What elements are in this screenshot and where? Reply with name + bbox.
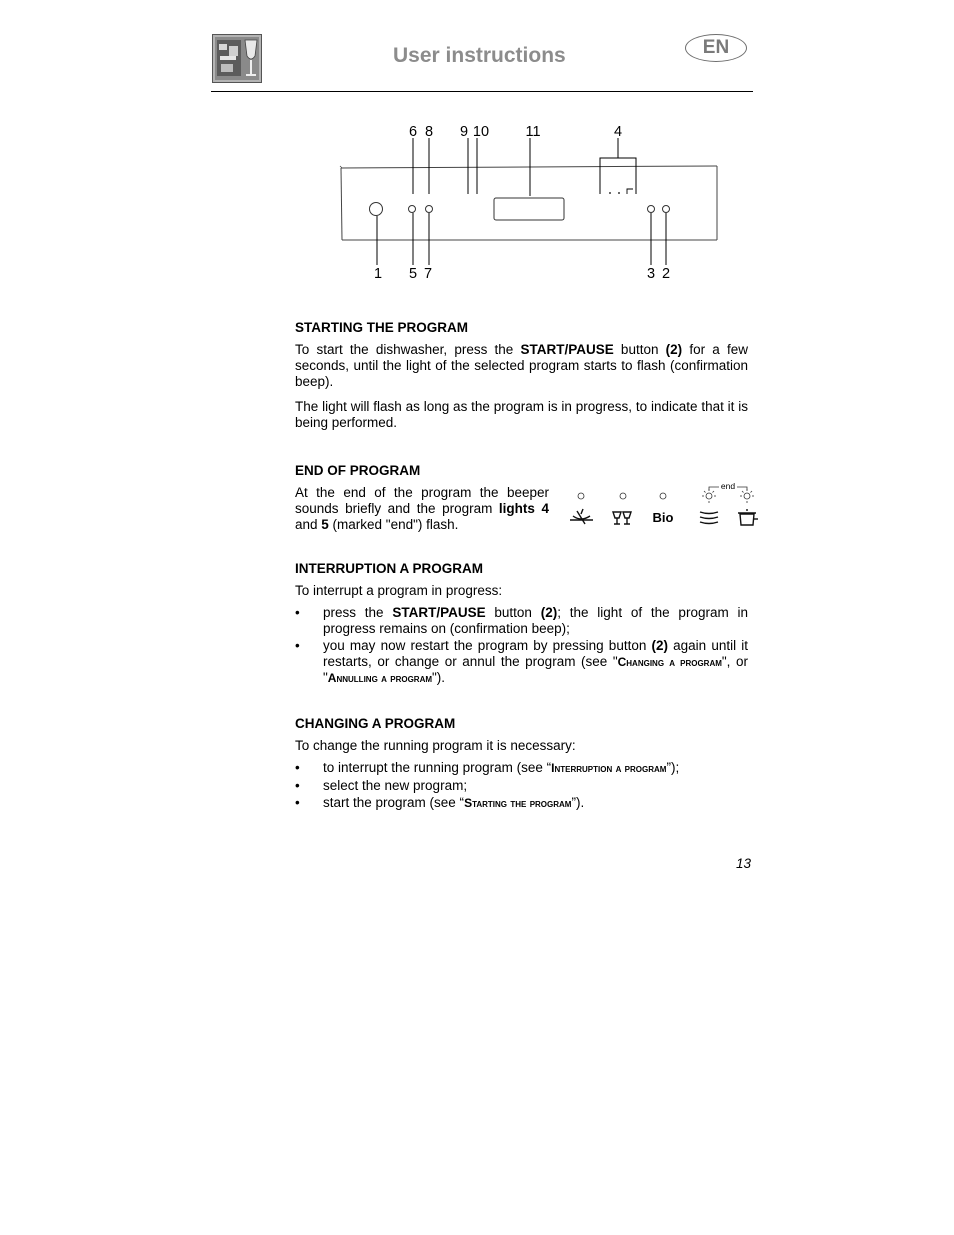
changing-intro: To change the running program it is necessary: (295, 738, 576, 753)
text-run: button (485, 605, 541, 620)
list-item (295, 638, 748, 686)
light-ref: 5 (321, 517, 329, 532)
flashing-light-5-icon (740, 489, 754, 503)
text-run: ”). (571, 795, 585, 810)
lights-ref: lights 4 (498, 501, 549, 516)
light-2-icon (620, 493, 626, 499)
cross-reference: Changing a program (617, 655, 722, 669)
pot-icon (738, 510, 758, 525)
control-panel-diagram (339, 120, 719, 290)
section-heading-end: END OF PROGRAM (295, 463, 421, 478)
text-run: To start the dishwasher, press the (295, 342, 521, 357)
text-run: you may now restart the program by pressing button (323, 638, 652, 653)
plates-icon (700, 512, 718, 524)
diagram-label: 3 (646, 266, 656, 282)
program-lights-icons (565, 478, 760, 530)
cross-reference: Interruption a program (551, 761, 667, 775)
light-1-icon (578, 493, 584, 499)
text-run: for a few seconds, until the light of the selected program starts to flash (confirmation beep). (295, 342, 749, 389)
cross-reference: Annulling a program (327, 671, 433, 685)
text-run: to interrupt the running program (see “ (323, 760, 552, 775)
button-ref: (2) (665, 342, 683, 357)
page-title: User instructions (393, 44, 566, 67)
starting-paragraph-1 (295, 342, 748, 390)
text-run: start the program (see “ (323, 795, 465, 810)
pots-pans-icon (570, 509, 593, 524)
text-run: ”); (666, 760, 680, 775)
section-heading-interruption: INTERRUPTION A PROGRAM (295, 561, 483, 576)
interruption-intro: To interrupt a program in progress: (295, 583, 503, 598)
diagram-label: 2 (661, 266, 671, 282)
dishwasher-logo-icon (212, 34, 262, 83)
list-item (295, 605, 748, 637)
text-run: ", or " (323, 654, 748, 685)
changing-list (295, 760, 748, 812)
text-run: button (613, 342, 666, 357)
text-run: At the end of the program the beeper sounds briefly and the program (295, 485, 549, 516)
page-number: 13 (736, 856, 752, 871)
end-label: end (720, 481, 736, 491)
diagram-label: 6 (408, 124, 418, 140)
start-pause-label: START/PAUSE (520, 342, 614, 357)
text-run: "). (432, 670, 446, 685)
button-ref: (2) (540, 605, 558, 620)
button-ref: (2) (651, 638, 668, 653)
section-heading-starting: STARTING THE PROGRAM (295, 320, 468, 335)
starting-paragraph-2: The light will flash as long as the program is in progress, to indicate that it is being performed. (295, 399, 748, 430)
list-item (295, 760, 748, 776)
diagram-label: 1 (373, 266, 383, 282)
bio-label: Bio (652, 510, 674, 525)
interruption-list (295, 605, 748, 687)
text-run: and (295, 517, 322, 532)
light-3-icon (660, 493, 666, 499)
diagram-label: 8 (424, 124, 434, 140)
text-run: press the (323, 605, 393, 620)
end-paragraph (295, 485, 549, 533)
diagram-label: 5 (408, 266, 418, 282)
diagram-label: 4 (613, 124, 623, 140)
start-pause-label: START/PAUSE (392, 605, 486, 620)
text-run: again until it restarts, or change or annul the program (see " (323, 638, 748, 669)
diagram-label: 7 (423, 266, 433, 282)
text-run: ; the light of the program in progress remains on (confirmation beep); (323, 605, 748, 636)
diagram-label: 11 (525, 124, 541, 140)
section-heading-changing: CHANGING A PROGRAM (295, 716, 456, 731)
list-item (295, 795, 748, 811)
language-badge: EN (685, 34, 747, 62)
glasses-icon (613, 512, 631, 524)
header-divider (211, 91, 753, 92)
text-run: (marked "end") flash. (328, 517, 459, 532)
diagram-label: 10 (472, 124, 490, 140)
cross-reference: Starting the program (464, 796, 572, 810)
diagram-label: 9 (459, 124, 469, 140)
flashing-light-4-icon (702, 489, 716, 503)
list-item: • select the new program; (295, 778, 748, 794)
